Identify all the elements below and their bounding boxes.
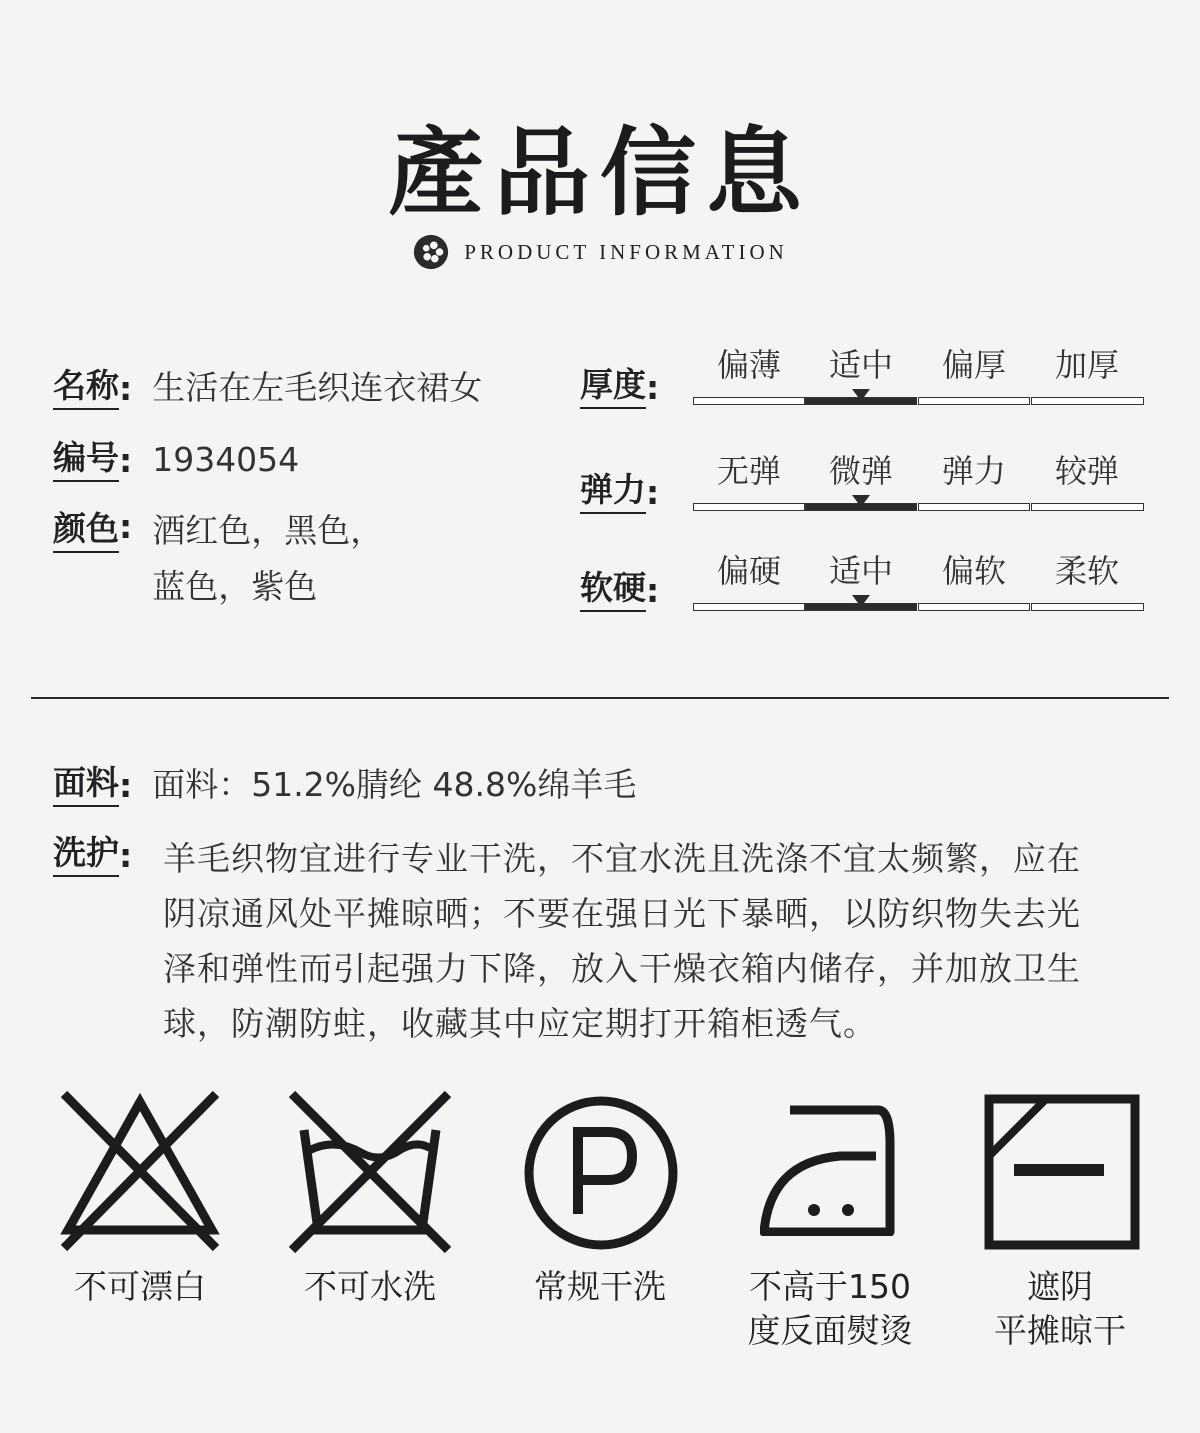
- color-value-line: 蓝色，紫色: [152, 567, 318, 606]
- color-row: [53, 503, 383, 615]
- care-icon-label: [20, 1265, 260, 1309]
- scale-option: 偏软: [941, 552, 1006, 590]
- color-label: 颜色: [53, 509, 119, 553]
- colon: :: [119, 368, 133, 408]
- scale-marker-icon: [852, 389, 870, 401]
- colon: :: [119, 835, 133, 875]
- section-divider: [31, 697, 1169, 699]
- subtitle-row: [0, 232, 1200, 272]
- code-row: [53, 432, 299, 488]
- care-icon-label: [710, 1265, 950, 1353]
- care-icon-label: [250, 1265, 490, 1309]
- scale-segment: [1031, 397, 1144, 405]
- care-icon-label: [480, 1265, 720, 1309]
- scale-segment: [918, 503, 1030, 511]
- care-text: [163, 831, 1153, 1051]
- care-label-line: 度反面熨烫: [747, 1311, 913, 1350]
- care-label-line: 常规干洗: [534, 1267, 666, 1306]
- scale-marker-icon: [852, 595, 870, 607]
- scale-marker-icon: [852, 495, 870, 507]
- scale-segment: [693, 503, 805, 511]
- color-value-line: 酒红色，黑色，: [152, 511, 384, 550]
- scale-option: 偏薄: [716, 346, 781, 384]
- scale-segment: [918, 603, 1030, 611]
- fabric-value: 面料：51.2%腈纶 48.8%绵羊毛: [152, 765, 637, 804]
- care-text-line: 羊毛织物宜进行专业干洗，不宜水洗且洗涤不宜太频繁，应在: [163, 839, 1081, 878]
- name-label: 名称: [53, 366, 119, 410]
- scale-segment: [693, 397, 805, 405]
- colon: :: [646, 570, 660, 610]
- scale-label-row: [580, 365, 659, 409]
- code-label: 编号: [53, 438, 119, 482]
- scale-option: 加厚: [1054, 346, 1119, 384]
- color-values: [152, 503, 383, 615]
- care-label-row: [53, 833, 132, 877]
- care-icon-label: [940, 1265, 1180, 1353]
- colon: :: [119, 765, 133, 805]
- care-label-line: 遮阴: [1027, 1267, 1093, 1306]
- care-label-line: 不可漂白: [74, 1267, 206, 1306]
- subtitle-text: PRODUCT INFORMATION: [464, 239, 788, 264]
- colon: :: [646, 367, 660, 407]
- scale-label: 软硬: [580, 568, 646, 612]
- page-title: 產品信息: [388, 116, 812, 229]
- colon: :: [119, 440, 133, 480]
- no-bleach-icon: [58, 1090, 222, 1254]
- scale-segment: [693, 603, 805, 611]
- fabric-row: [53, 757, 636, 813]
- scale-option: 较弹: [1054, 452, 1119, 490]
- care-label-line: 平摊晾干: [994, 1311, 1126, 1350]
- flower-logo-icon: [412, 233, 450, 271]
- scale-option: 适中: [828, 346, 893, 384]
- scale-option: 柔软: [1054, 552, 1119, 590]
- scale-option: 适中: [828, 552, 893, 590]
- care-label-line: 不高于150: [749, 1267, 911, 1306]
- iron-medium-icon: [760, 1104, 902, 1236]
- code-value: 1934054: [152, 440, 300, 479]
- care-text-line: 阴凉通风处平摊晾晒；不要在强日光下暴晒，以防织物失去光: [163, 894, 1081, 933]
- scale-segment: [918, 397, 1030, 405]
- scale-segment: [1031, 503, 1144, 511]
- scale-label: 弹力: [580, 470, 646, 514]
- colon: :: [119, 507, 133, 546]
- scale-option: 偏厚: [941, 346, 1006, 384]
- fabric-label: 面料: [53, 763, 119, 807]
- care-text-line: 泽和弹性而引起强力下降，放入干燥衣箱内储存，并加放卫生: [163, 949, 1081, 988]
- name-value: 生活在左毛织连衣裙女: [152, 368, 483, 407]
- flat-dry-shade-icon: [984, 1094, 1140, 1250]
- scale-option: 弹力: [941, 452, 1006, 490]
- care-label: 洗护: [53, 833, 119, 877]
- scale-option: 偏硬: [716, 552, 781, 590]
- scale-option: 无弹: [716, 452, 781, 490]
- scale-label-row: [580, 568, 659, 612]
- colon: :: [646, 472, 660, 512]
- scale-label: 厚度: [580, 365, 646, 409]
- dry-clean-p-icon: [522, 1094, 680, 1252]
- scale-option: 微弹: [828, 452, 893, 490]
- scale-segment: [1031, 603, 1144, 611]
- name-row: [53, 360, 482, 416]
- no-wash-icon: [288, 1090, 452, 1254]
- care-label-line: 不可水洗: [304, 1267, 436, 1306]
- care-text-line: 球，防潮防蛀，收藏其中应定期打开箱柜透气。: [163, 1004, 877, 1043]
- scale-label-row: [580, 470, 659, 514]
